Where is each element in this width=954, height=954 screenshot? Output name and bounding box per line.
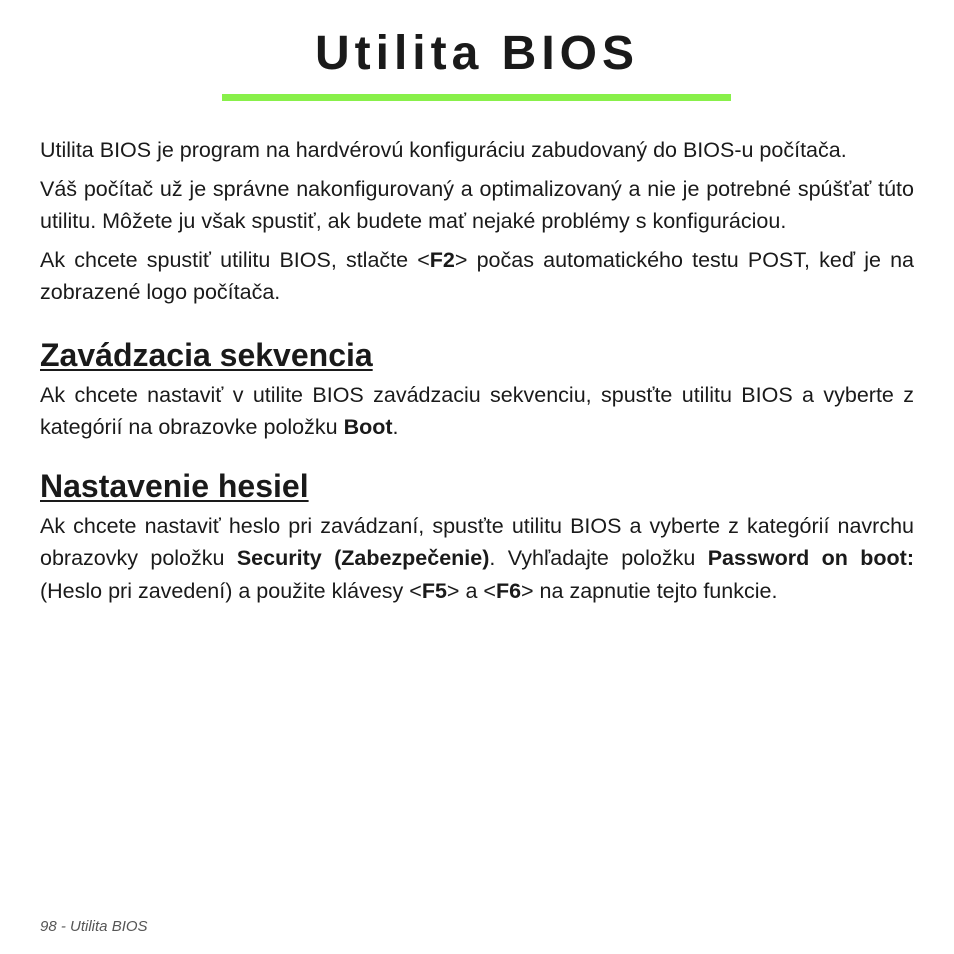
boot-sequence-paragraph	[40, 379, 914, 444]
password-on-boot-label: Password on boot:	[707, 546, 914, 570]
security-label: Security (Zabezpečenie)	[236, 546, 490, 570]
title-underline-rule	[222, 94, 731, 101]
boot-label: Boot	[343, 415, 393, 439]
document-body	[40, 134, 914, 613]
pw-text-5: > na zapnutie tejto funkcie.	[521, 578, 778, 603]
p3-text-before: Ak chcete spustiť utilitu BIOS, stlačte <	[40, 247, 430, 272]
boot-text-before: Ak chcete nastaviť v utilite BIOS zavádzaciu sekvenciu, spusťte utilitu BIOS a vyberte z kategórií na obrazovke položku	[40, 382, 914, 439]
boot-text-after: .	[392, 415, 399, 439]
passwords-paragraph	[40, 510, 914, 608]
page-footer: 98 - Utilita BIOS	[40, 918, 148, 935]
p3-text-after: > počas automatického testu POST, keď je na zobrazené logo počítača.	[40, 247, 914, 304]
intro-paragraph-1: Utilita BIOS je program na hardvérovú konfiguráciu zabudovaný do BIOS-u počítača.	[40, 138, 847, 162]
key-f6: F6	[495, 578, 522, 603]
key-f2: F2	[429, 247, 455, 272]
pw-text-2: . Vyhľadajte položku	[489, 546, 708, 570]
intro-paragraph-3	[40, 244, 914, 309]
key-f5: F5	[421, 578, 447, 603]
page-title: Utilita BIOS	[314, 27, 640, 80]
pw-text-1: Ak chcete nastaviť heslo pri zavádzaní, spusťte utilitu BIOS a vyberte z kategórií navrchu obrazovky položku	[40, 513, 914, 570]
pw-text-4: > a <	[446, 578, 496, 603]
section-heading-boot-sequence: Zavádzacia sekvencia	[40, 336, 373, 373]
pw-text-3: (Heslo pri zavedení) a použite klávesy <	[40, 578, 422, 603]
intro-paragraph-2: Váš počítač už je správne nakonfigurovaný a optimalizovaný a nie je potrebné spúšťať túto utilitu. Môžete ju však spustiť, ak budete mať nejaké problémy s konfiguráciou.	[40, 176, 914, 233]
section-heading-passwords: Nastavenie hesiel	[40, 467, 309, 504]
